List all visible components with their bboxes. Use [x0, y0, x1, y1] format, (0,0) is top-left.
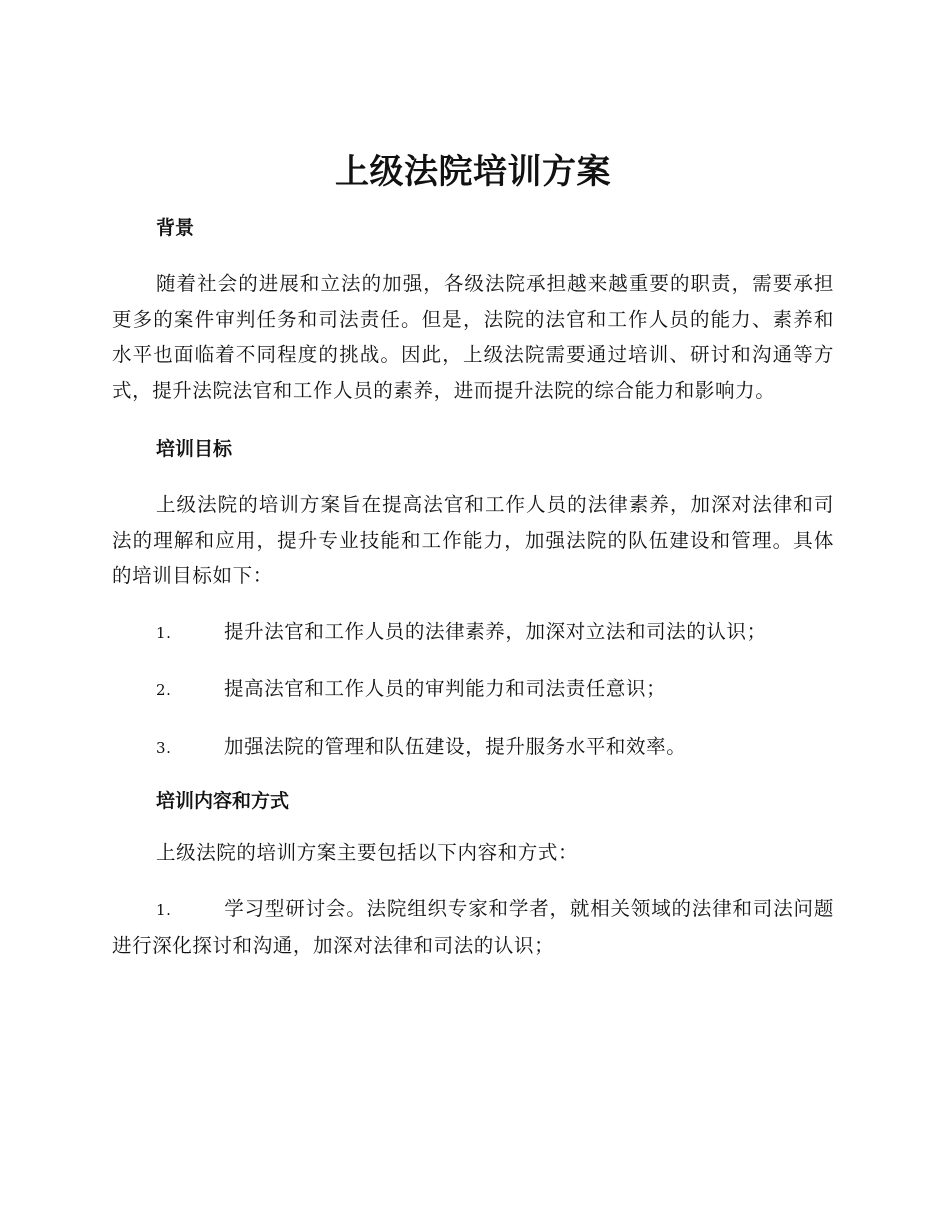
list-item: [112, 614, 834, 652]
list-item-number: 2.: [156, 681, 172, 699]
list-item: [112, 671, 834, 709]
section-heading-background: 背景: [156, 217, 195, 239]
background-paragraph: 随着社会的进展和立法的加强，各级法院承担越来越重要的职责，需要承担更多的案件审判任务和司法责任。但是，法院的法官和工作人员的能力、素养和水平也面临着不同程度的挑战。因此，上级法院需要通过培训、研讨和沟通等方式，提升法院法官和工作人员的素养，进而提升法院的综合能力和影响力。: [112, 272, 834, 402]
list-item-text: 提高法官和工作人员的审判能力和司法责任意识；: [224, 677, 667, 700]
list-item-text: 学习型研讨会。法院组织专家和学者，就相关领域的法律和司法问题进行深化探讨和沟通，加深对法律和司法的认识；: [112, 896, 834, 957]
list-item-text: 加强法院的管理和队伍建设，提升服务水平和效率。: [224, 734, 687, 758]
list-item-number: 1.: [156, 900, 172, 919]
list-item: [112, 891, 834, 964]
list-item: [112, 729, 834, 767]
list-item-number: 1.: [156, 623, 172, 642]
document-title: 上级法院培训方案: [335, 152, 611, 192]
section-heading-content-methods: 培训内容和方式: [156, 790, 290, 812]
section-heading-goals: 培训目标: [156, 438, 233, 460]
list-item-number: 3.: [156, 738, 172, 757]
goals-paragraph: 上级法院的培训方案旨在提高法官和工作人员的法律素养，加深对法律和司法的理解和应用，提升专业技能和工作能力，加强法院的队伍建设和管理。具体的培训目标如下：: [112, 493, 834, 587]
document-page: [112, 148, 834, 964]
content-methods-paragraph: 上级法院的培训方案主要包括以下内容和方式：: [156, 841, 579, 864]
list-item-text: 提升法官和工作人员的法律素养，加深对立法和司法的认识；: [224, 619, 767, 643]
